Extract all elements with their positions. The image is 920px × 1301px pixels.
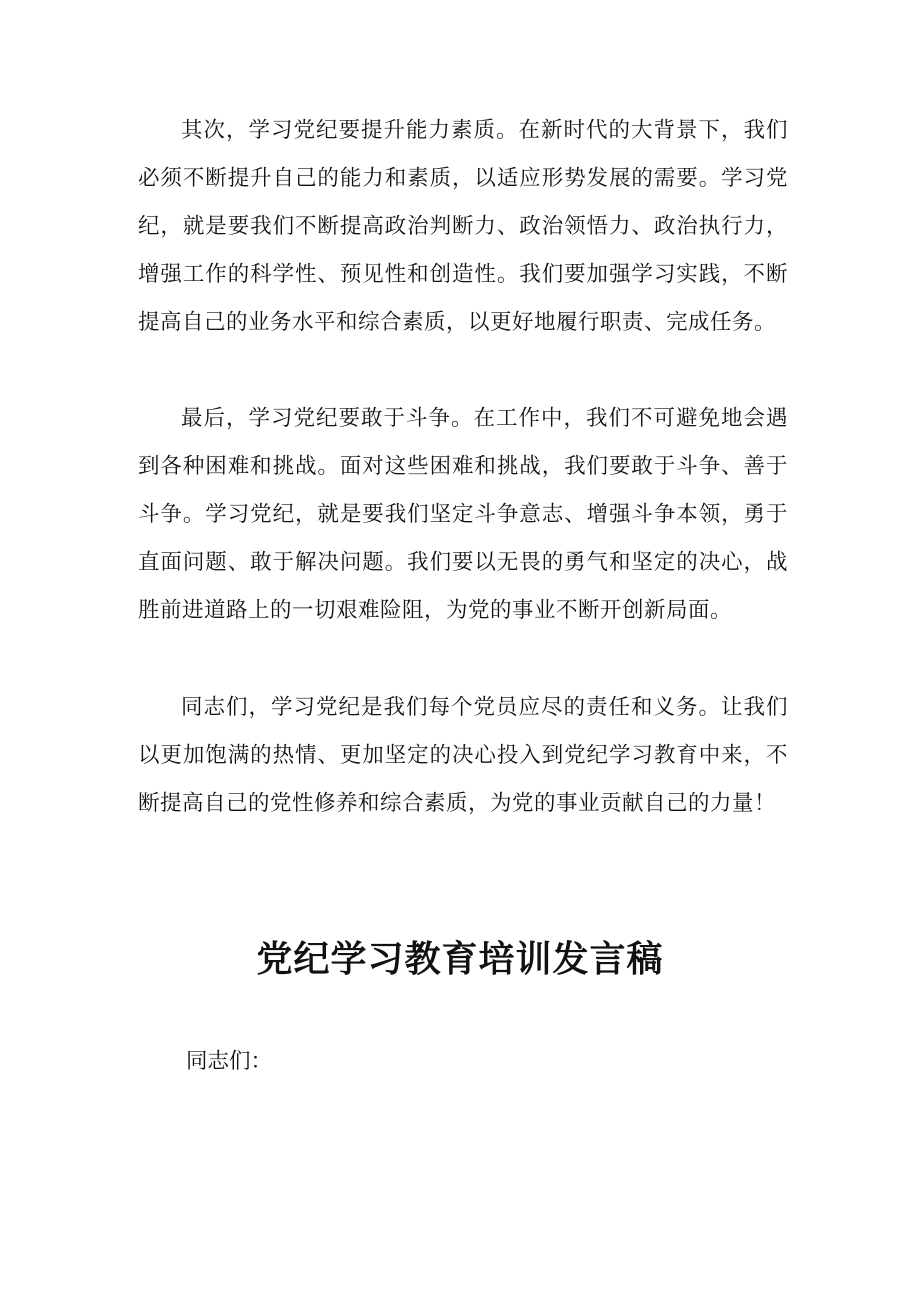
salutation: 同志们： xyxy=(186,1049,273,1074)
document-title: 党纪学习教育培训发言稿 xyxy=(256,939,664,980)
paragraph-ability: 其次，学习党纪要提升能力素质。在新时代的大背景下，我们必须不断提升自己的能力和素质，以适应形势发展的需要。学习党纪，就是要我们不断提高政治判断力、政治领悟力、政治执行力，增强工作的科学性、预见性和创造性。我们要加强学习实践，不断提高自己的业务水平和综合素质，以更好地履行职责、完成任务。 xyxy=(138,118,788,335)
paragraph-conclusion: 同志们，学习党纪是我们每个党员应尽的责任和义务。让我们以更加饱满的热情、更加坚定的决心投入到党纪学习教育中来，不断提高自己的党性修养和综合素质，为党的事业贡献自己的力量！ xyxy=(138,695,788,816)
paragraph-struggle: 最后，学习党纪要敢于斗争。在工作中，我们不可避免地会遇到各种困难和挑战。面对这些困难和挑战，我们要敢于斗争、善于斗争。学习党纪，就是要我们坚定斗争意志、增强斗争本领，勇于直面问题、敢于解决问题。我们要以无畏的勇气和坚定的决心，战胜前进道路上的一切艰难险阻，为党的事业不断开创新局面。 xyxy=(138,406,788,623)
